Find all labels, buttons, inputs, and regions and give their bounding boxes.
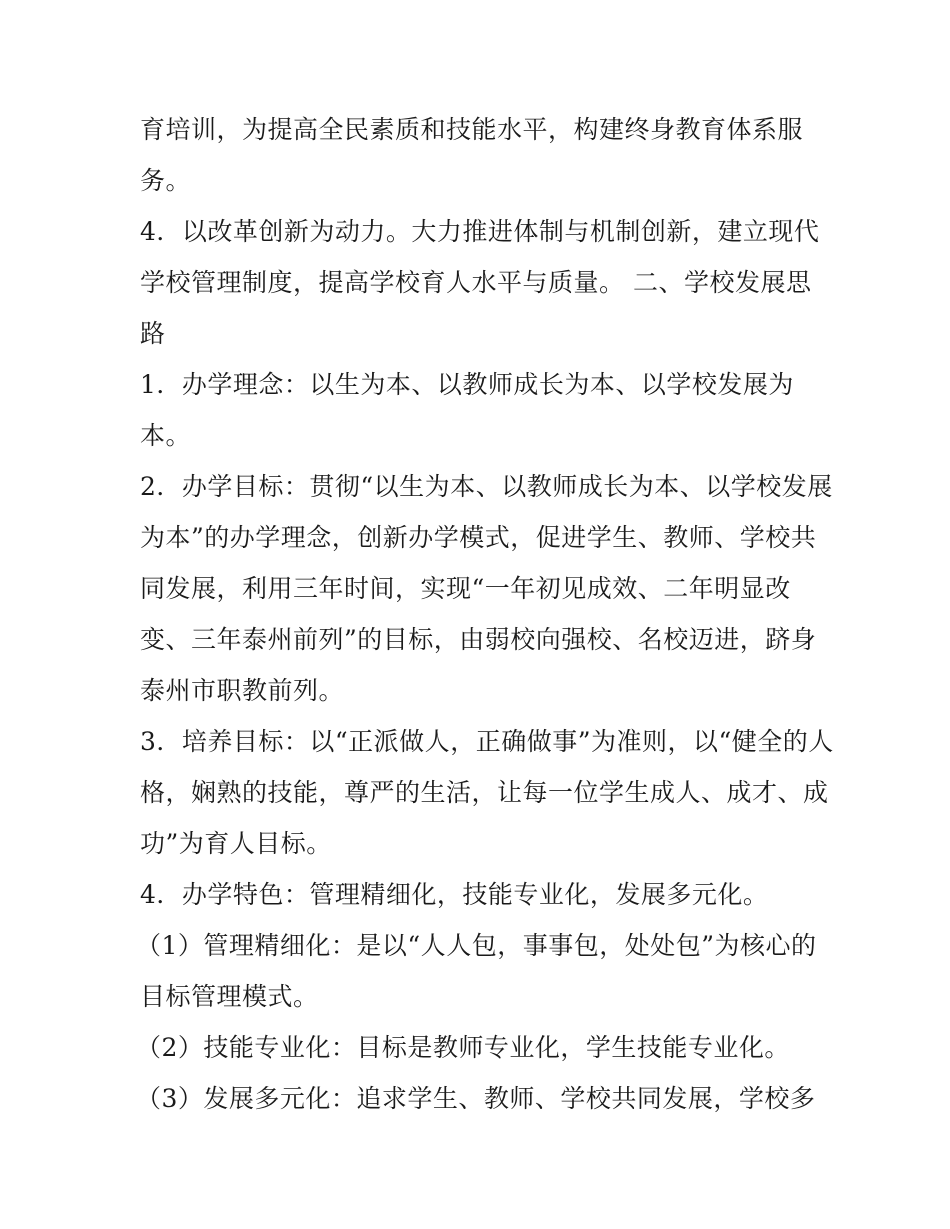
text-line: 务。 bbox=[140, 166, 192, 195]
text-line: 2．办学目标：贯彻“以生为本、以教师成长为本、以学校发展 bbox=[140, 472, 833, 501]
text-line: 格，娴熟的技能，尊严的生活，让每一位学生成人、成才、成 bbox=[140, 778, 829, 807]
text-line: 本。 bbox=[140, 421, 192, 450]
text-line: 目标管理模式。 bbox=[140, 982, 319, 1011]
text-line: 路 bbox=[140, 319, 166, 348]
body-text bbox=[136, 104, 834, 1124]
text-line: 为本”的办学理念，创新办学模式，促进学生、教师、学校共 bbox=[140, 523, 817, 552]
text-line: （1）管理精细化：是以“人人包，事事包，处处包”为核心的 bbox=[136, 931, 817, 960]
text-line: 泰州市职教前列。 bbox=[140, 676, 345, 705]
text-line: 功”为育人目标。 bbox=[140, 829, 332, 858]
text-line: 变、三年泰州前列”的目标，由弱校向强校、名校迈进，跻身 bbox=[140, 625, 817, 654]
text-line: 4．办学特色：管理精细化，技能专业化，发展多元化。 bbox=[140, 880, 769, 909]
text-line: 同发展，利用三年时间，实现“一年初见成效、二年明显改 bbox=[140, 574, 791, 603]
text-line: （3）发展多元化：追求学生、教师、学校共同发展，学校多 bbox=[136, 1084, 816, 1113]
text-line: 育培训，为提高全民素质和技能水平，构建终身教育体系服 bbox=[140, 115, 804, 144]
text-line: 3．培养目标：以“正派做人，正确做事”为准则，以“健全的人 bbox=[140, 727, 834, 756]
text-line: 学校管理制度，提高学校育人水平与质量。 二、学校发展思 bbox=[140, 268, 812, 297]
text-line: 1．办学理念：以生为本、以教师成长为本、以学校发展为 bbox=[140, 370, 794, 399]
text-line: 4．以改革创新为动力。大力推进体制与机制创新，建立现代 bbox=[140, 217, 820, 246]
text-line: （2）技能专业化：目标是教师专业化，学生技能专业化。 bbox=[136, 1033, 790, 1062]
